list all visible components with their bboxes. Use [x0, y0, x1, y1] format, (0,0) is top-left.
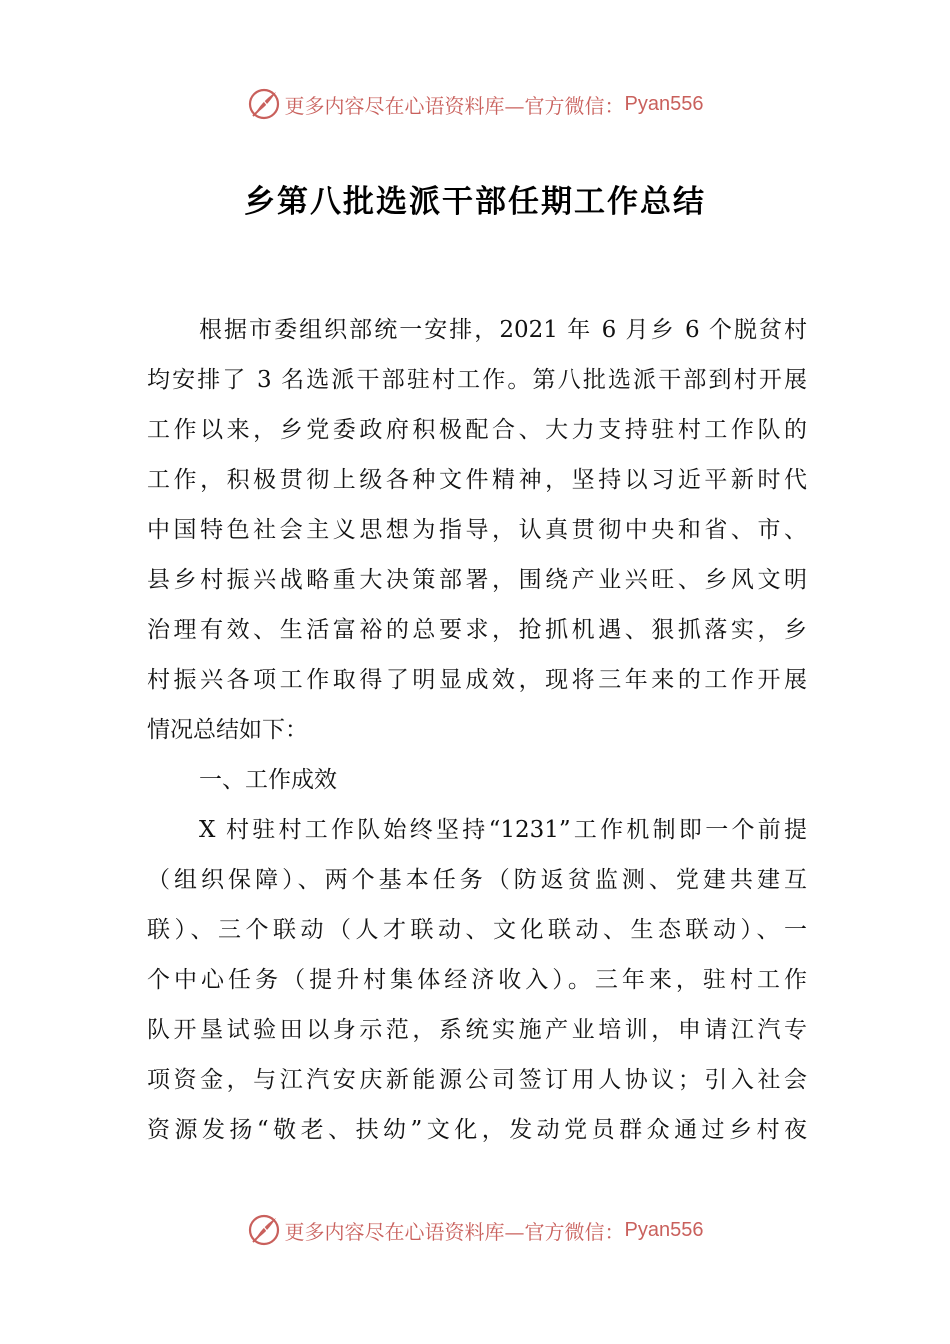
body-line: 均安排了 3 名选派干部驻村工作。第八批选派干部到村开展: [147, 367, 807, 393]
body-line: 村振兴各项工作取得了明显成效，现将三年来的工作开展: [147, 667, 807, 693]
body-line: 治理有效、生活富裕的总要求，抢抓机遇、狠抓落实，乡: [147, 617, 807, 643]
body-line: 项资金，与江汽安庆新能源公司签订用人协议；引入社会: [147, 1067, 807, 1093]
document-title: 乡第八批选派干部任期工作总结: [244, 184, 706, 220]
watermark-wechat-id: Pyan556: [624, 92, 704, 115]
document-body: [147, 305, 807, 1155]
body-line: 县乡村振兴战略重大决策部署，围绕产业兴旺、乡风文明: [147, 567, 807, 593]
section-heading: 一、工作成效: [199, 767, 337, 793]
body-line: 个中心任务（提升村集体经济收入）。三年来，驻村工作: [147, 967, 807, 993]
watermark-text: 更多内容尽在心语资料库—官方微信：: [284, 1219, 625, 1244]
body-line: 工作以来，乡党委政府积极配合、大力支持驻村工作队的: [147, 417, 807, 443]
body-line: 中国特色社会主义思想为指导，认真贯彻中央和省、市、: [147, 517, 807, 543]
body-line: 资源发扬“敬老、扶幼”文化，发动党员群众通过乡村夜: [147, 1117, 807, 1143]
body-line: 队开垦试验田以身示范，系统实施产业培训，申请江汽专: [147, 1017, 807, 1043]
quill-pen-logo-icon: [247, 87, 281, 121]
quill-pen-logo-icon: [247, 1213, 281, 1247]
body-line: 根据市委组织部统一安排，2021 年 6 月乡 6 个脱贫村: [199, 317, 807, 343]
body-line: X 村驻村工作队始终坚持“1231”工作机制即一个前提: [199, 817, 807, 843]
watermark-wechat-id: Pyan556: [624, 1218, 704, 1241]
body-line: 联）、三个联动（人才联动、文化联动、生态联动）、一: [147, 917, 807, 943]
footer-watermark: [0, 1210, 950, 1250]
body-line: 情况总结如下：: [147, 717, 308, 743]
header-watermark: [0, 84, 950, 124]
watermark-text: 更多内容尽在心语资料库—官方微信：: [284, 93, 625, 118]
body-line: （组织保障）、两个基本任务（防返贫监测、党建共建互: [147, 867, 807, 893]
body-line: 工作，积极贯彻上级各种文件精神，坚持以习近平新时代: [147, 467, 807, 493]
